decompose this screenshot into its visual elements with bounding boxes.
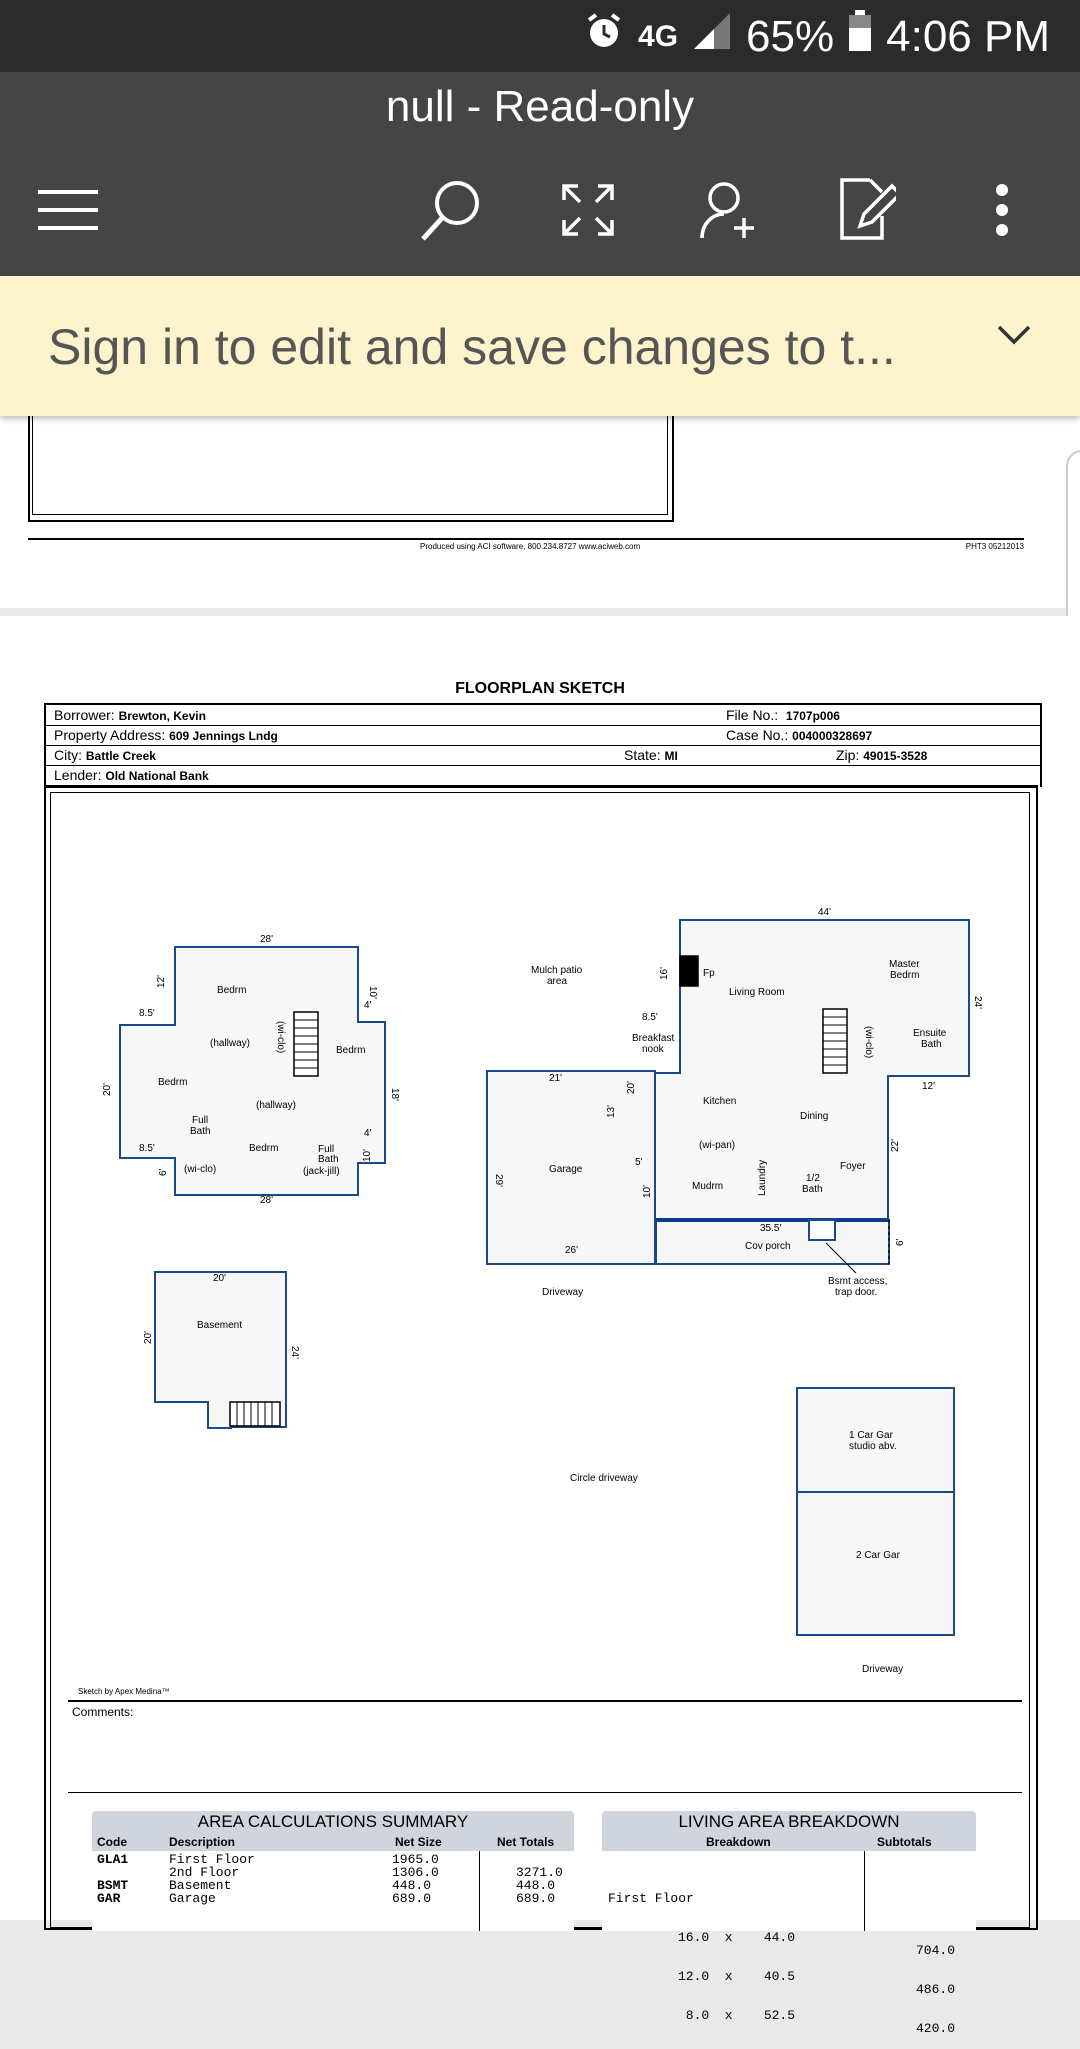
upper-room: (hallway) — [256, 1100, 297, 1111]
chevron-down-icon — [996, 333, 1032, 350]
file-value: 1707p006 — [785, 709, 840, 723]
address-label: Property Address: — [54, 727, 166, 743]
lender-value: Old National Bank — [105, 769, 209, 783]
main-dim: 29' — [493, 1174, 504, 1188]
zip-label: Zip: — [836, 747, 860, 763]
garage-label: 2 Car Gar — [856, 1550, 900, 1561]
battery-percent: 65% — [746, 11, 835, 61]
fireplace — [680, 956, 698, 986]
signal-icon — [692, 11, 732, 62]
main-dim: 22' — [890, 1138, 901, 1152]
main-room: 1/2 — [806, 1173, 820, 1184]
main-room: Bedrm — [890, 970, 920, 981]
main-dim: 13' — [606, 1104, 617, 1118]
table-row — [92, 1892, 574, 1905]
main-room: Fp — [703, 968, 715, 979]
upper-room: (jack-jill) — [303, 1166, 340, 1177]
main-dim: 35.5' — [760, 1223, 782, 1234]
upper-dim: 18' — [389, 1088, 400, 1102]
row-desc: First Floor — [169, 1852, 255, 1867]
comments-rule-top — [68, 1700, 1022, 1702]
row-total: 3271.0 — [516, 1865, 563, 1880]
main-dim: 12' — [922, 1081, 936, 1092]
row-breakdown: 12.0 x 40.5 — [678, 1969, 796, 1984]
alarm-icon — [584, 11, 624, 62]
upper-room: (wi-clo) — [275, 1021, 286, 1054]
upper-dim: 8.5' — [139, 1008, 155, 1019]
main-room: Ensuite — [913, 1028, 947, 1039]
row-breakdown: 8.0 x 52.5 — [678, 2008, 796, 2023]
upper-dim: 6' — [158, 1168, 169, 1176]
row-subtotal: 486.0 — [916, 1982, 956, 1997]
area-calc-title: AREA CALCULATIONS SUMMARY — [92, 1811, 574, 1833]
main-room: Bath — [802, 1184, 823, 1195]
header-net-totals: Net Totals — [497, 1835, 555, 1849]
row-size: 689.0 — [392, 1891, 432, 1906]
city-value: Battle Creek — [85, 749, 156, 763]
main-dim: 5' — [635, 1157, 643, 1168]
main-dim: 16' — [659, 966, 670, 980]
comments-rule-bottom — [68, 1792, 1022, 1793]
main-room: Mulch patio — [531, 965, 583, 976]
table-row — [92, 1853, 574, 1866]
footer-form-code: PHT3 05212013 — [965, 542, 1024, 551]
upper-room: Bath — [318, 1154, 339, 1165]
sketch-credit: Sketch by Apex Medina™ — [78, 1687, 170, 1696]
clock: 4:06 PM — [886, 11, 1050, 61]
row-desc: Garage — [169, 1891, 216, 1906]
main-room: trap door. — [835, 1287, 878, 1298]
search-icon — [417, 177, 483, 248]
basement-dim: 20' — [213, 1273, 227, 1284]
floorplan-page — [0, 616, 1080, 2036]
upper-room: (wi-clo) — [184, 1164, 217, 1175]
upper-room: Bedrm — [336, 1045, 366, 1056]
main-room: Mudrm — [692, 1181, 724, 1192]
main-room: (wi-pan) — [699, 1140, 736, 1151]
table-row — [602, 1996, 976, 2036]
footer-credit: Produced using ACI software, 800.234.8727 www.aciweb.com — [420, 542, 641, 551]
page-title: FLOORPLAN SKETCH — [455, 680, 625, 697]
basement-dim: 24' — [289, 1346, 300, 1360]
main-dim: 10' — [642, 1184, 653, 1198]
main-dim: 26' — [565, 1245, 579, 1256]
main-room: Cov porch — [745, 1241, 791, 1252]
main-room: area — [547, 976, 568, 987]
borrower-label: Borrower: — [54, 707, 115, 723]
main-room: Foyer — [840, 1161, 866, 1172]
header-subtotals: Subtotals — [877, 1835, 932, 1849]
upper-dim: 8.5' — [139, 1143, 155, 1154]
main-dim: 44' — [818, 907, 832, 918]
expand-icon — [560, 182, 616, 243]
share-button[interactable] — [688, 172, 768, 252]
upper-room: Bedrm — [158, 1077, 188, 1088]
row-code: GLA1 — [97, 1852, 129, 1867]
main-dim: 6' — [895, 1238, 906, 1246]
basement-dim: 20' — [143, 1330, 154, 1344]
main-room: Bsmt access, — [828, 1276, 888, 1287]
row-size: 448.0 — [392, 1878, 432, 1893]
sign-in-banner[interactable] — [0, 276, 1080, 416]
case-label: Case No.: — [726, 727, 789, 743]
detached-garage-outline — [797, 1388, 954, 1635]
main-room: Dining — [800, 1111, 829, 1122]
table-row — [92, 1866, 574, 1879]
garage-label: 1 Car Gar — [849, 1430, 893, 1441]
row-size: 1965.0 — [392, 1852, 439, 1867]
search-button[interactable] — [410, 172, 490, 252]
state-value: MI — [664, 749, 678, 763]
row-breakdown: First Floor — [608, 1891, 694, 1906]
main-room: Kitchen — [703, 1096, 737, 1107]
upper-dim: 4' — [364, 1000, 372, 1011]
footer-rule — [28, 538, 1024, 540]
main-room: Bath — [921, 1039, 942, 1050]
living-area-table — [602, 1811, 976, 2036]
row-code: BSMT — [97, 1878, 129, 1893]
state-label: State: — [624, 747, 661, 763]
row-breakdown: 16.0 x 44.0 — [678, 1930, 796, 1945]
lender-label: Lender: — [54, 767, 102, 783]
edit-button[interactable] — [826, 172, 906, 252]
upper-dim: 20' — [102, 1082, 113, 1096]
case-value: 004000328697 — [792, 729, 873, 743]
table-row — [602, 1957, 976, 1997]
file-label: File No.: — [726, 707, 779, 723]
upper-room: (hallway) — [210, 1038, 251, 1049]
expand-banner-button[interactable] — [996, 324, 1032, 351]
table-row — [92, 1879, 574, 1892]
main-dim: 21' — [549, 1073, 563, 1084]
hamburger-icon — [36, 188, 100, 237]
more-options-button[interactable] — [962, 172, 1042, 252]
status-bar — [0, 0, 1080, 72]
main-room: nook — [642, 1044, 664, 1055]
borrower-value: Brewton, Kevin — [118, 709, 206, 723]
header-breakdown: Breakdown — [706, 1835, 771, 1849]
basement-label: Basement — [197, 1320, 243, 1331]
row-size: 1306.0 — [392, 1865, 439, 1880]
battery-icon — [848, 10, 872, 63]
upper-room: Bedrm — [217, 985, 247, 996]
main-room: (wi-clo) — [863, 1026, 874, 1059]
comments-label: Comments: — [72, 1705, 134, 1719]
edit-document-icon — [836, 178, 896, 247]
row-desc: Basement — [169, 1878, 232, 1893]
circle-driveway-label: Circle driveway — [570, 1473, 638, 1484]
upper-room: Bedrm — [249, 1143, 279, 1154]
app-bar — [0, 72, 1080, 276]
page-frame-inner — [32, 416, 668, 515]
main-dim: 8.5' — [642, 1012, 658, 1023]
table-row — [602, 1879, 976, 1906]
area-calc-table — [92, 1811, 574, 1931]
header-code: Code — [97, 1835, 127, 1849]
main-dim: 20' — [626, 1080, 637, 1094]
header-net-size: Net Size — [395, 1835, 442, 1849]
upper-dim: 4' — [364, 1128, 372, 1139]
main-room: Driveway — [542, 1287, 584, 1298]
document-title: null - Read-only — [385, 82, 695, 131]
upper-dim: 12' — [156, 974, 167, 988]
upper-dim: 10' — [367, 986, 378, 1000]
upper-room: Full — [318, 1144, 335, 1155]
row-desc: 2nd Floor — [169, 1865, 240, 1880]
sign-in-message[interactable]: Sign in to edit and save changes to t... — [48, 319, 896, 375]
row-total: 448.0 — [516, 1878, 556, 1893]
row-code: GAR — [97, 1891, 121, 1906]
network-label: 4G — [638, 19, 679, 53]
menu-button[interactable] — [28, 172, 108, 252]
zip-value: 49015-3528 — [863, 749, 928, 763]
city-label: City: — [54, 747, 82, 763]
main-room: Garage — [549, 1164, 583, 1175]
garage-driveway-label: Driveway — [862, 1664, 904, 1675]
row-subtotal: 704.0 — [916, 1943, 956, 1958]
main-room: Living Room — [729, 987, 785, 998]
upper-room: Full — [192, 1115, 209, 1126]
main-dim: 24' — [972, 996, 983, 1010]
living-area-title: LIVING AREA BREAKDOWN — [602, 1811, 976, 1833]
main-room: Master — [889, 959, 920, 970]
add-person-icon — [696, 178, 760, 247]
main-room: Breakfast — [632, 1033, 675, 1044]
upper-room: Bath — [190, 1126, 211, 1137]
fullscreen-button[interactable] — [548, 172, 628, 252]
row-subtotal: 420.0 — [916, 2021, 956, 2036]
upper-dim: 28' — [260, 934, 274, 945]
more-vertical-icon — [992, 182, 1012, 243]
upper-dim: 28' — [260, 1195, 274, 1206]
floorplan-drawing — [0, 616, 1080, 1920]
garage-label: studio abv. — [849, 1441, 897, 1452]
address-value: 609 Jennings Lndg — [169, 729, 278, 743]
main-room: Laundry — [757, 1159, 768, 1196]
row-total: 689.0 — [516, 1891, 556, 1906]
previous-page — [0, 416, 1080, 608]
header-description: Description — [169, 1835, 236, 1849]
upper-dim: 10' — [362, 1148, 373, 1162]
